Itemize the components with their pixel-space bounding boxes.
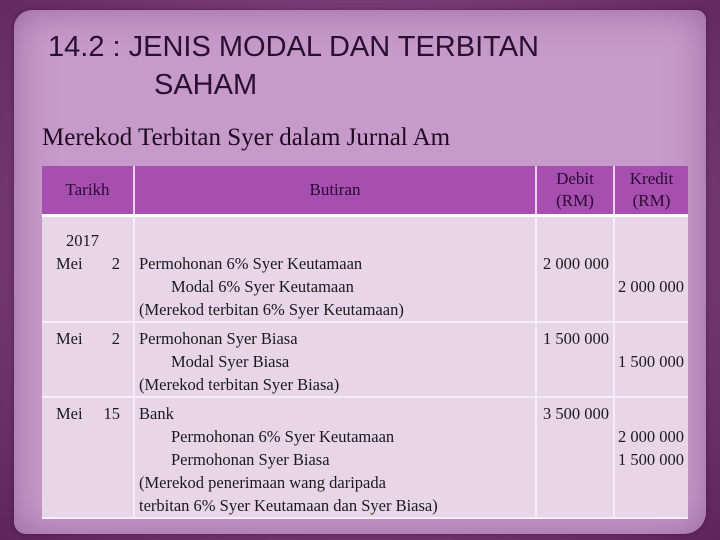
credit-amount: 2 000 000 (618, 427, 684, 446)
header-debit: Debit (RM) (536, 166, 614, 216)
debit-account: Permohonan 6% Syer Keutamaan (139, 254, 363, 273)
credit-cell (614, 216, 688, 323)
credit-account: Modal Syer Biasa (171, 352, 290, 371)
narration: (Merekod terbitan 6% Syer Keutamaan) (139, 300, 404, 319)
debit-cell (536, 397, 614, 518)
narration: (Merekod penerimaan wang daripada (139, 473, 386, 492)
description-cell (134, 322, 536, 397)
table-row (42, 397, 688, 518)
debit-amount: 2 000 000 (543, 254, 609, 273)
credit-amount: 2 000 000 (618, 277, 684, 296)
credit-cell (614, 397, 688, 518)
credit-amount: 1 500 000 (618, 450, 684, 469)
debit-amount: 3 500 000 (543, 404, 609, 423)
date-cell (42, 322, 134, 397)
debit-cell (536, 216, 614, 323)
narration: terbitan 6% Syer Keutamaan dan Syer Biasa) (139, 496, 438, 515)
narration: (Merekod terbitan Syer Biasa) (139, 375, 340, 394)
debit-account: Permohonan Syer Biasa (139, 329, 298, 348)
header-date: Tarikh (42, 166, 134, 216)
slide-title (48, 28, 648, 104)
slide-subtitle: Merekod Terbitan Syer dalam Jurnal Am (42, 124, 451, 151)
table-row (42, 322, 688, 397)
journal-table (42, 166, 688, 519)
description-cell (134, 397, 536, 518)
credit-account: Permohonan Syer Biasa (171, 450, 330, 469)
header-description: Butiran (134, 166, 536, 216)
debit-cell (536, 322, 614, 397)
year-label: 2017 (66, 231, 99, 250)
header-credit: Kredit (RM) (614, 166, 688, 216)
day-label: 15 (103, 404, 120, 423)
header-row (42, 166, 688, 216)
table-row (42, 216, 688, 323)
day-label: 2 (111, 329, 120, 348)
credit-account: Modal 6% Syer Keutamaan (171, 277, 354, 296)
title-line-1: 14.2 : JENIS MODAL DAN TERBITAN (48, 31, 539, 63)
debit-account: Bank (139, 404, 174, 423)
credit-account: Permohonan 6% Syer Keutamaan (171, 427, 395, 446)
credit-amount: 1 500 000 (618, 352, 684, 371)
debit-amount: 1 500 000 (543, 329, 609, 348)
day-label: 2 (111, 254, 120, 273)
month-label: Mei (56, 329, 83, 348)
date-cell (42, 216, 134, 323)
title-line-2: SAHAM (154, 69, 258, 101)
month-label: Mei (56, 404, 83, 423)
description-cell (134, 216, 536, 323)
credit-cell (614, 322, 688, 397)
month-label: Mei (56, 254, 83, 273)
date-cell (42, 397, 134, 518)
